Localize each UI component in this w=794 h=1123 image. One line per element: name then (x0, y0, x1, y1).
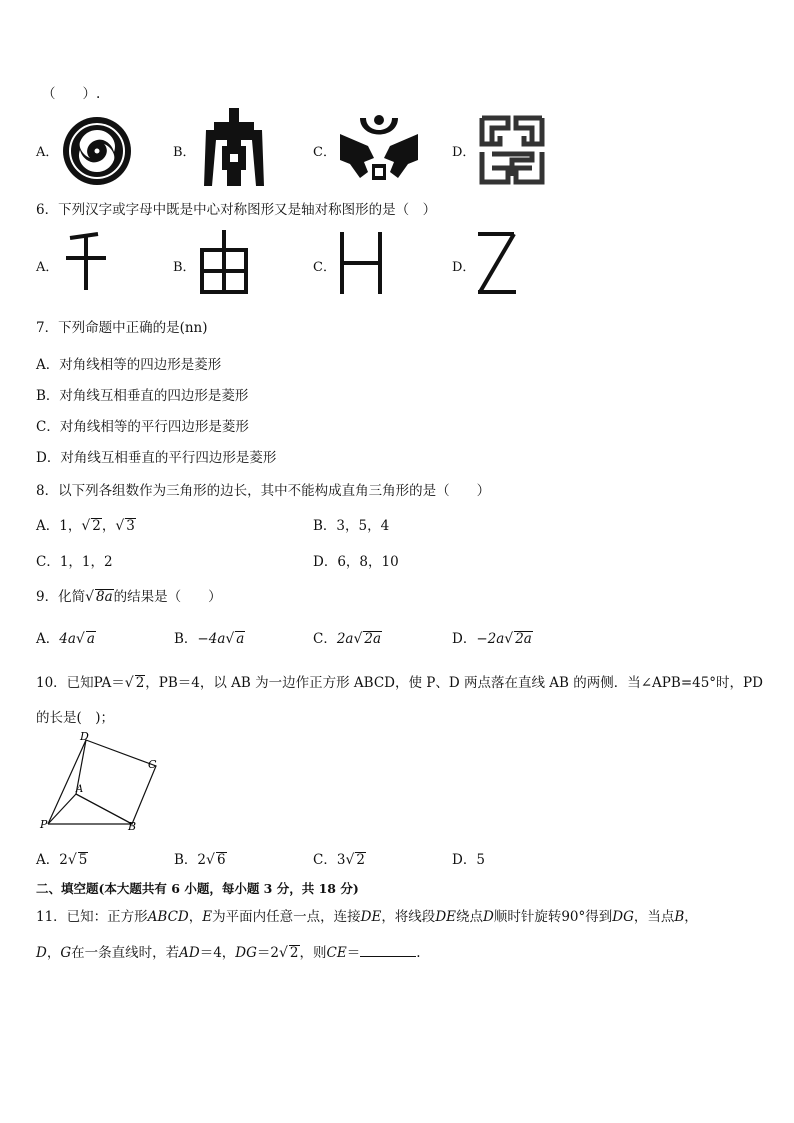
q11-de2: DE (435, 909, 456, 925)
q11-l2-d: D (36, 945, 47, 961)
q10-b-label: B． (174, 852, 198, 868)
q10-label-d: D (80, 730, 89, 743)
glyph-z-icon (476, 232, 518, 294)
q5-option-c-label: C． (313, 145, 336, 160)
q10-label-c: C (148, 758, 157, 771)
q10-b-radicand: 6 (216, 852, 226, 868)
gate-coin-logo-icon (200, 108, 268, 188)
q11-l2-p3: ， (221, 945, 236, 961)
q11-l2-g: G (60, 945, 72, 961)
q9-d-radicand: 2a (515, 631, 532, 647)
q8-option-c: C．1，1，2 (36, 554, 113, 570)
q11-p2: ， (188, 909, 203, 925)
q10-option-c: C．3√ 2 (313, 852, 365, 868)
q9-option-b: B．−4a√ a (174, 631, 245, 647)
q10-a-radicand: 5 (78, 852, 88, 868)
q10-label-a: A (76, 784, 84, 795)
q11-line1 (36, 905, 698, 925)
q5-stem-tail: （ ）. (42, 86, 101, 102)
q7-option-d: D．对角线互相垂直的平行四边形是菱形 (36, 450, 277, 466)
q8-a-radicand-1: 2 (92, 518, 101, 534)
q9-b-coef: −4a (197, 631, 226, 647)
q11-answer-blank[interactable] (360, 944, 416, 957)
q8-a-prefix: A．1， (36, 518, 82, 534)
q9-c-label: C． (313, 631, 337, 647)
q11-de: DE (360, 909, 382, 925)
q10-option-d: D．5 (452, 852, 485, 868)
q6-stem: 6．下列汉字或字母中既是中心对称图形又是轴对称图形的是（ ） (36, 202, 437, 218)
q10-a-coef: 2 (59, 852, 68, 868)
q10-stem-line1: 10．已知PA＝√ 2，PB＝4，以 AB 为一边作正方形 ABCD，使 P、D 两点落在直线 AB 的两侧．当∠APB=45°时，PD (36, 675, 763, 691)
glyph-h-icon (340, 232, 384, 294)
q11-b: B (674, 909, 685, 925)
q9-c-radicand: 2a (364, 631, 382, 647)
q11-p9: ， (684, 909, 698, 925)
q11-ce-eq: ＝ (346, 945, 361, 961)
q11-p3: 为平面内任意一点，连接 (212, 909, 361, 925)
q11-ad: AD (179, 945, 200, 961)
q11-abcd: ABCD (147, 909, 189, 925)
glyph-qian-icon (64, 232, 108, 292)
q11-angle: 90° (561, 909, 586, 925)
q9-a-radicand: a (86, 631, 95, 647)
q8-a-sep: ， (101, 518, 116, 534)
q8-option-b: B．3，5，4 (313, 518, 390, 534)
q11-p6: 顺时针旋转 (493, 909, 562, 925)
q11-p1: 11．已知：正方形 (36, 909, 148, 925)
section2-title: 二、填空题(本大题共有 6 小题，每小题 3 分，共 18 分) (36, 881, 359, 896)
mask-shield-logo-icon (338, 112, 420, 182)
q11-p4: ，将线段 (381, 909, 436, 925)
q9-d-coef: −2a (476, 631, 505, 647)
q6-option-a-label: A． (36, 260, 59, 275)
q10-c-label: C． (313, 852, 337, 868)
q10-option-a: A．2√ 5 (36, 852, 88, 868)
q11-dg-radicand: 2 (289, 945, 299, 961)
q9-c-coef: 2a (336, 631, 354, 647)
q11-p7: 得到 (585, 909, 613, 925)
q5-option-a-label: A． (36, 145, 59, 160)
q9-a-coef: 4a (59, 631, 76, 647)
q11-e: E (202, 909, 213, 925)
q11-end: . (416, 945, 421, 961)
q10-c-coef: 3 (336, 852, 346, 868)
q7-stem: 7．下列命题中正确的是(nn) (36, 320, 208, 336)
q6-option-d-label: D． (452, 260, 476, 275)
q7-option-b: B．对角线互相垂直的四边形是菱形 (36, 388, 249, 404)
q11-l2-p4: ，则 (299, 945, 327, 961)
q6-option-c-label: C． (313, 260, 336, 275)
q8-option-a: A．1，√ 2，√ 3 (36, 518, 135, 534)
swirl-disc-logo-icon (62, 116, 132, 186)
q8-stem: 8．以下列各组数作为三角形的边长，其中不能构成直角三角形的是（ ） (36, 483, 491, 499)
q11-p5: 绕点 (456, 909, 483, 925)
q7-option-c: C．对角线相等的平行四边形是菱形 (36, 419, 249, 435)
q11-ce: CE (326, 945, 347, 961)
q10-square-figure (36, 730, 166, 835)
q9-option-c: C．2a√ 2a (313, 631, 382, 647)
q5-option-b-label: B． (173, 145, 196, 160)
q10-stem-line2: 的长是( )； (36, 710, 115, 726)
q10-a-label: A． (36, 852, 60, 868)
q10-label-b: B (128, 820, 137, 833)
q10-pa-radicand: 2 (135, 675, 145, 691)
q11-ad-val: ＝4 (199, 945, 222, 961)
q9-stem-radicand: 8a (96, 589, 113, 605)
q9-option-a: A．4a√ a (36, 631, 95, 647)
q11-dg-eq: ＝2 (256, 945, 279, 961)
q11-dg2: DG (235, 945, 257, 961)
q9-d-label: D． (452, 631, 477, 647)
q10-label-p: P (40, 818, 48, 831)
q8-option-d: D．6，8，10 (313, 554, 399, 570)
q10-c-radicand: 2 (356, 852, 365, 868)
q10-stem-mid: ，PB＝4，以 AB 为一边作正方形 ABCD，使 P、D 两点落在直线 AB 的两侧．当∠APB=45°时，PD (145, 675, 763, 691)
q11-d: D (483, 909, 494, 925)
q9-b-radicand: a (236, 631, 245, 647)
q9-stem-post: 的结果是（ ） (113, 589, 222, 605)
q11-l2-p2: 在一条直线时，若 (71, 945, 180, 961)
q6-option-b-label: B． (173, 260, 196, 275)
q11-dg: DG (612, 909, 634, 925)
q11-p8: ，当点 (633, 909, 675, 925)
q8-a-radicand-2: 3 (126, 518, 135, 534)
q9-stem: 9．化简√ 8a的结果是（ ） (36, 589, 222, 605)
q9-b-label: B． (174, 631, 198, 647)
q10-option-b: B．2√ 6 (174, 852, 226, 868)
glyph-you-icon (200, 230, 248, 294)
q11-l2-p1: ， (46, 945, 61, 961)
q10-stem-pre: 10．已知PA＝ (36, 675, 125, 691)
q9-stem-pre: 9．化简 (36, 589, 86, 605)
q9-a-label: A． (36, 631, 60, 647)
q11-line2: D，G在一条直线时，若AD＝4，DG＝2√ 2，则CE＝ . (36, 945, 421, 961)
q5-option-d-label: D． (452, 145, 476, 160)
meander-pattern-logo-icon (478, 114, 546, 186)
q10-b-coef: 2 (197, 852, 207, 868)
q7-option-a: A．对角线相等的四边形是菱形 (36, 357, 222, 373)
q9-option-d: D．−2a√ 2a (452, 631, 532, 647)
